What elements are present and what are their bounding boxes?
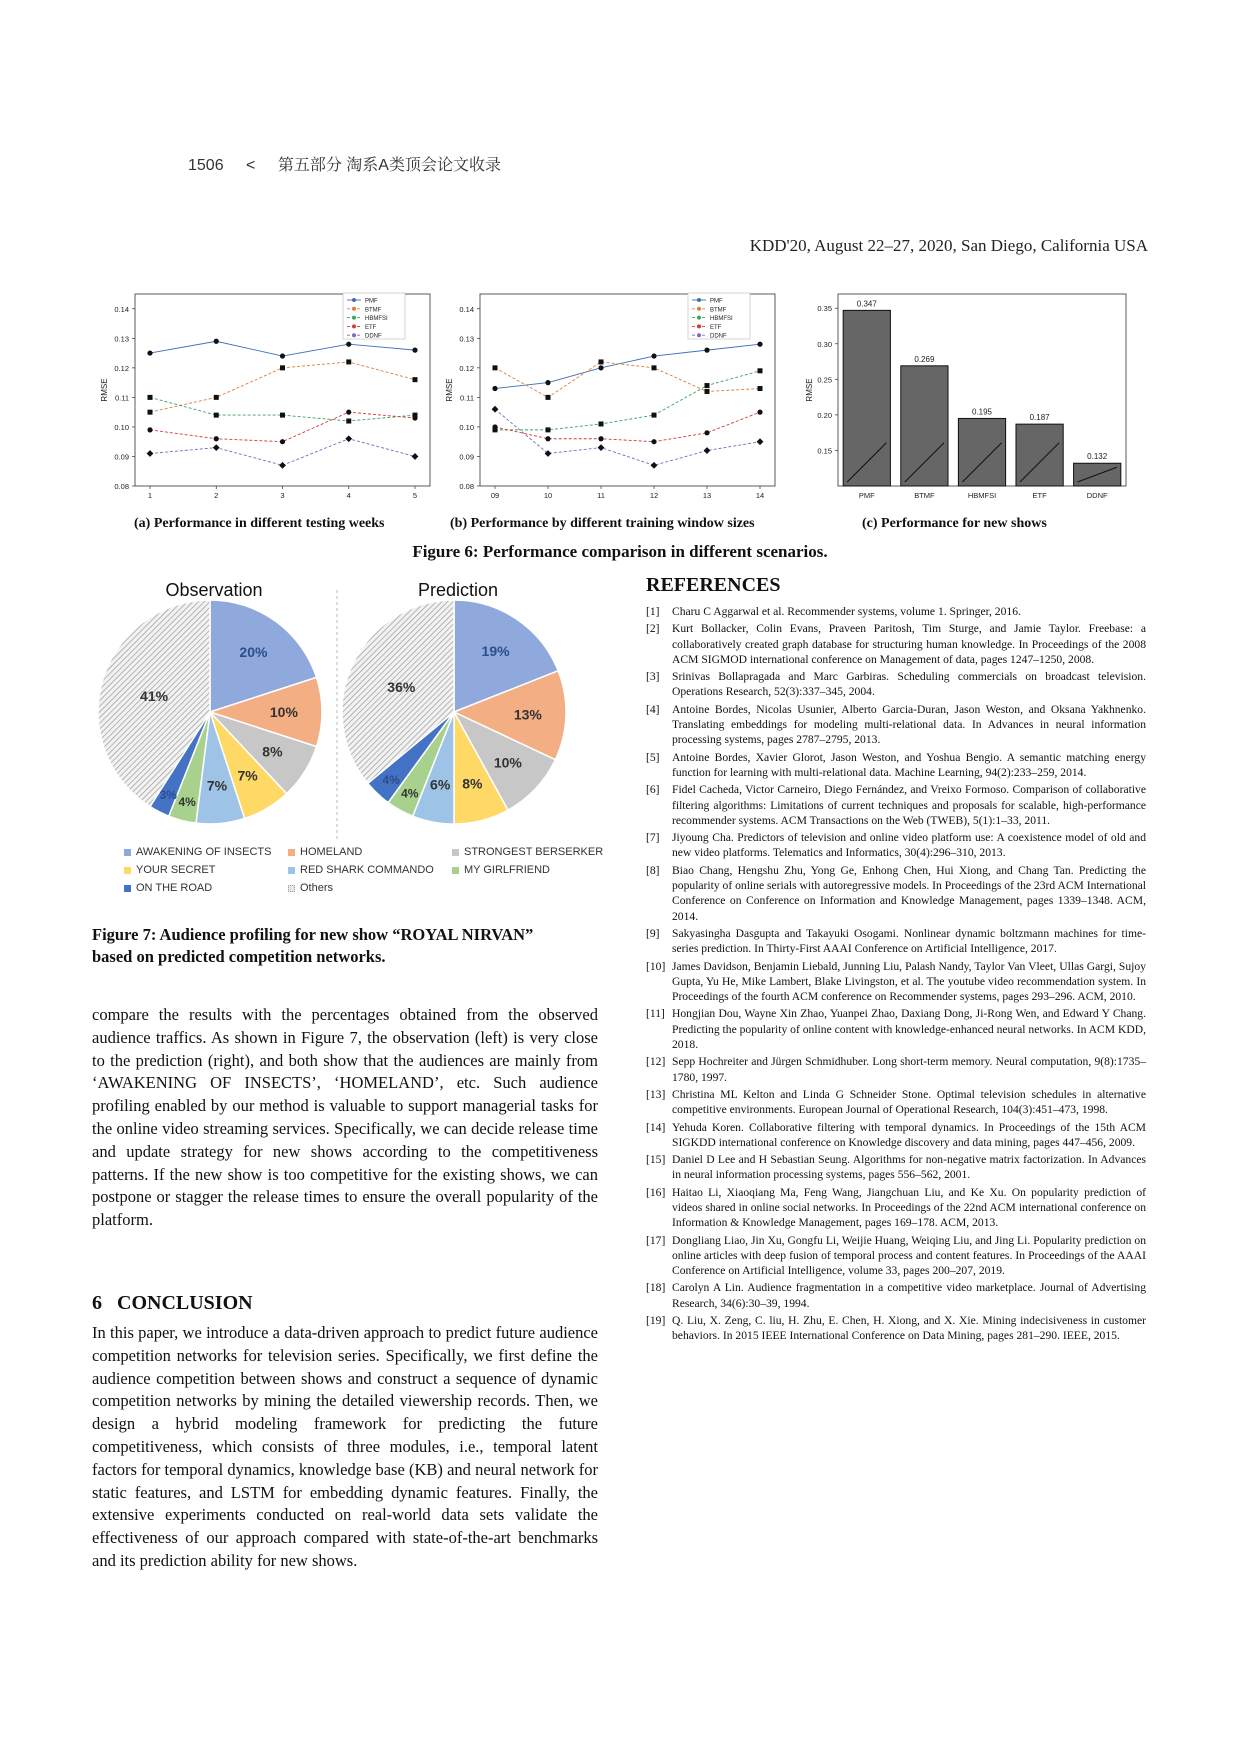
legend-label: HBMFSI bbox=[710, 316, 733, 323]
x-tick-label: 5 bbox=[412, 491, 418, 500]
reference-item bbox=[646, 604, 1146, 619]
x-tick-label: 4 bbox=[346, 491, 351, 500]
data-point bbox=[651, 439, 656, 444]
data-point bbox=[346, 410, 351, 415]
pie-value-label: 41% bbox=[140, 687, 169, 704]
reference-text: Sakyasingha Dasgupta and Takayuki Osogami. Nonlinear dynamic boltzmann machines for time-series prediction. In Thirty-First AAAI Conference on Artificial Intelligence, 2017. bbox=[672, 926, 1146, 956]
y-tick-label: 0.30 bbox=[817, 339, 832, 349]
reference-item bbox=[646, 1233, 1146, 1279]
legend-marker bbox=[352, 316, 356, 320]
legend-marker bbox=[352, 333, 356, 337]
conclusion-heading: 6 CONCLUSION bbox=[92, 1292, 253, 1314]
data-point bbox=[651, 462, 658, 469]
series-line-pmf bbox=[495, 344, 760, 388]
reference-text: Carolyn A Lin. Audience fragmentation in a competitive video marketplace. Journal of Advertising Research, 34(6):30–39, 1994. bbox=[672, 1281, 1146, 1310]
data-point bbox=[757, 342, 762, 347]
data-point bbox=[147, 450, 154, 457]
data-point bbox=[757, 410, 762, 415]
legend-label: PMF bbox=[710, 298, 723, 305]
legend-marker bbox=[697, 298, 701, 302]
figure6-caption: Figure 6: Performance comparison in different scenarios. bbox=[412, 542, 828, 561]
x-tick-label: BTMF bbox=[914, 491, 935, 500]
pie-value-label: 36% bbox=[387, 679, 416, 696]
reference-text: Srinivas Bollapragada and Marc Garbiras. Scheduling commercials on broadcast television. Operations Research, 52(3):337–345, 2004. bbox=[672, 670, 1146, 699]
legend-label: ETF bbox=[710, 324, 722, 331]
x-tick-label: HBMFSI bbox=[967, 491, 997, 500]
figure7-legend bbox=[124, 846, 604, 894]
reference-text: Charu C Aggarwal et al. Recommender systems, volume 1. Springer, 2016. bbox=[672, 605, 1021, 618]
section-title: 第五部分 淘系A类顶会论文收录 bbox=[277, 157, 501, 174]
reference-number: [9] bbox=[646, 926, 660, 940]
reference-number: [11] bbox=[646, 1007, 665, 1021]
x-tick-label: 3 bbox=[280, 491, 285, 500]
reference-item bbox=[646, 1054, 1146, 1085]
data-point bbox=[346, 359, 351, 364]
data-point bbox=[214, 395, 219, 400]
pie-value-label: 10% bbox=[269, 704, 298, 720]
reference-number: [4] bbox=[646, 702, 660, 716]
reference-item bbox=[646, 1120, 1146, 1151]
y-tick-label: 0.14 bbox=[459, 304, 474, 314]
reference-number: [12] bbox=[646, 1055, 666, 1069]
x-tick-label: ETF bbox=[1032, 491, 1047, 500]
data-point bbox=[545, 436, 550, 441]
legend-item: Others bbox=[288, 882, 452, 894]
figure7-pies bbox=[92, 572, 602, 840]
page-number: 1506 bbox=[188, 157, 224, 174]
figure7-caption: Figure 7: Audience profiling for new show “ROYAL NIRVAN” based on predicted competition networks. bbox=[92, 925, 534, 966]
y-tick-label: 0.11 bbox=[114, 393, 129, 403]
y-tick-label: 0.13 bbox=[459, 334, 474, 344]
reference-text: Q. Liu, X. Zeng, C. liu, H. Zhu, E. Chen, H. Xiong, and X. Xie. Mining indecisiveness in customer behaviors. In 2015 IEEE International Conference on Data Mining, pages 281–290. IEEE, 2015. bbox=[672, 1314, 1146, 1343]
reference-item bbox=[646, 830, 1146, 861]
data-point bbox=[492, 386, 497, 391]
data-point bbox=[651, 353, 656, 358]
legend-label: BTMF bbox=[365, 307, 382, 314]
y-tick-label: 0.10 bbox=[114, 422, 129, 432]
reference-item bbox=[646, 1087, 1146, 1118]
data-point bbox=[280, 365, 285, 370]
conclusion-paragraph: In this paper, we introduce a data-driven approach to predict future audience competition networks for television series. Specifically, we first define the audience competition between shows and construct a sequence of dynamic competition networks by mining the detailed viewership records. Then, we design a hybrid modeling framework for predicting the future competitiveness, which consists of three modules, i.e., temporal latent factors for temporal dynamics, knowledge base (KB) and neural network for static features, and LSTM for embedding dynamic features. Finally, the extensive experiments conducted on real-world data sets validate the effectiveness of our approach compared with state-of-the-art benchmarks and its prediction ability for new shows. bbox=[92, 1323, 598, 1570]
x-tick-label: PMF bbox=[858, 491, 875, 500]
reference-text: Kurt Bollacker, Colin Evans, Praveen Paritosh, Tim Sturge, and Jamie Taylor. Freebase: a collaboratively created graph database for structuring human knowledge. In Proceedings of the 2008 ACM SIGMOD international conference on Management of data, pages 1247–1250, 2008. bbox=[672, 622, 1146, 666]
legend-item: MY GIRLFRIEND bbox=[452, 864, 604, 876]
subcaption-b: (b) Performance by different training window sizes bbox=[450, 516, 755, 531]
y-tick-label: 0.20 bbox=[817, 410, 832, 420]
data-point bbox=[280, 353, 285, 358]
data-point bbox=[412, 348, 417, 353]
legend-item: HOMELAND bbox=[288, 846, 452, 858]
legend-marker bbox=[352, 324, 356, 328]
reference-item bbox=[646, 1152, 1146, 1183]
body-paragraph: compare the results with the percentages obtained from the observed audience traffics. As shown in Figure 7, the observation (left) is very close to the prediction (right), and both show that the audiences are mainly from ‘AWAKENING OF INSECTS’, ‘HOMELAND’, etc. Such audience profiling enabled by our method is valuable to support managerial tasks for the online video streaming services. Specifically, we can decide release time and update strategy for new shows according to the competitiveness patterns. If the new show is too competitive for the existing shows, we can postpone or stagger the release times to ensure the overall popularity of the platform. bbox=[92, 1005, 598, 1230]
references-heading: REFERENCES bbox=[646, 574, 781, 596]
legend-label: DDNF bbox=[710, 333, 727, 340]
bar-etf bbox=[1016, 424, 1063, 486]
y-tick-label: 0.14 bbox=[114, 304, 129, 314]
legend-label: PMF bbox=[365, 298, 378, 305]
pie-value-label: 19% bbox=[481, 642, 510, 659]
data-point bbox=[599, 359, 604, 364]
reference-item bbox=[646, 863, 1146, 924]
subcaption-c: (c) Performance for new shows bbox=[862, 516, 1047, 531]
reference-text: Haitao Li, Xiaoqiang Ma, Feng Wang, Jiangchuan Liu, and Ke Xu. On popularity prediction of videos shared in online social networks. In Proceedings of the 22nd ACM international conference on Information & Knowledge Management, pages 169–178. ACM, 2013. bbox=[672, 1185, 1146, 1230]
data-point bbox=[148, 410, 153, 415]
y-tick-label: 0.35 bbox=[817, 304, 832, 314]
y-axis-label: RMSE bbox=[805, 378, 814, 402]
reference-number: [18] bbox=[646, 1281, 666, 1295]
reference-item bbox=[646, 621, 1146, 667]
reference-text: Antoine Bordes, Nicolas Usunier, Alberto Garcia-Duran, Jason Weston, and Oksana Yakhnenko. Translating embeddings for modeling multi-relational data. In Advances in neural information processing systems, pages 2787–2795, 2013. bbox=[672, 702, 1146, 747]
reference-number: [10] bbox=[646, 959, 666, 973]
legend-label: HBMFSI bbox=[365, 316, 388, 323]
y-tick-label: 0.08 bbox=[114, 482, 129, 491]
reference-item bbox=[646, 959, 1146, 1005]
reference-item bbox=[646, 1280, 1146, 1311]
data-point bbox=[704, 430, 709, 435]
reference-number: [16] bbox=[646, 1185, 666, 1199]
data-point bbox=[546, 427, 551, 432]
reference-text: Dongliang Liao, Jin Xu, Gongfu Li, Weijie Huang, Weiqing Liu, and Jing Li. Popularity prediction on online articles with deep fusion of temporal process and content features. In Proceedings of the AAAI Conference on Artificial Intelligence, volume 33, pages 200–207, 2019. bbox=[672, 1233, 1146, 1278]
series-line-btmf bbox=[495, 362, 760, 397]
data-point bbox=[758, 386, 763, 391]
data-point bbox=[492, 424, 497, 429]
data-point bbox=[598, 444, 605, 451]
y-tick-label: 0.15 bbox=[817, 446, 832, 456]
x-tick-label: 1 bbox=[147, 491, 153, 500]
reference-item bbox=[646, 669, 1146, 700]
reference-number: [1] bbox=[646, 605, 660, 618]
reference-number: [17] bbox=[646, 1233, 666, 1247]
data-point bbox=[214, 436, 219, 441]
data-point bbox=[279, 462, 286, 469]
x-tick-label: 09 bbox=[490, 491, 500, 500]
reference-item bbox=[646, 782, 1146, 828]
legend-item: RED SHARK COMMANDO bbox=[288, 864, 452, 876]
reference-text: Hongjian Dou, Wayne Xin Zhao, Yuanpei Zhao, Daxiang Dong, Ji-Rong Wen, and Edward Y Chang. Predicting the popularity of online content with knowledge-enhanced neural networks. In ACM KDD, 2018. bbox=[672, 1007, 1146, 1052]
y-tick-label: 0.12 bbox=[459, 363, 474, 373]
data-point bbox=[280, 439, 285, 444]
pie-value-label: 4% bbox=[382, 772, 400, 787]
data-point bbox=[346, 342, 351, 347]
reference-text: Christina ML Kelton and Linda G Schneider Stone. Optimal television schedules in alternative competitive environments. European Journal of Operational Research, 104(3):451–473, 1998. bbox=[672, 1087, 1146, 1117]
bar-value-label: 0.269 bbox=[914, 354, 935, 364]
reference-text: Antoine Bordes, Xavier Glorot, Jason Weston, and Yoshua Bengio. A semantic matching energy function for learning with multi-relational data. Machine Learning, 94(2):233–259, 2014. bbox=[672, 750, 1146, 779]
legend-item: ON THE ROAD bbox=[124, 882, 288, 894]
x-tick-label: 14 bbox=[755, 491, 765, 500]
chart-training-window bbox=[440, 288, 785, 504]
data-point bbox=[704, 447, 711, 454]
pie-value-label: 4% bbox=[401, 786, 419, 801]
x-tick-label: 2 bbox=[214, 491, 219, 500]
y-tick-label: 0.10 bbox=[459, 422, 474, 432]
data-point bbox=[213, 444, 220, 451]
legend-item: AWAKENING OF INSECTS bbox=[124, 846, 288, 858]
y-tick-label: 0.25 bbox=[817, 375, 832, 385]
x-tick-label: 13 bbox=[702, 491, 712, 500]
pie-value-label: 20% bbox=[239, 644, 268, 661]
y-tick-label: 0.09 bbox=[114, 452, 129, 462]
data-point bbox=[705, 389, 710, 394]
data-point bbox=[493, 365, 498, 370]
data-point bbox=[280, 413, 285, 418]
legend-item: YOUR SECRET bbox=[124, 864, 288, 876]
y-tick-label: 0.09 bbox=[459, 452, 474, 462]
data-point bbox=[412, 453, 419, 460]
reference-item bbox=[646, 1006, 1146, 1052]
data-point bbox=[413, 377, 418, 382]
pie-value-label: 4% bbox=[178, 794, 196, 809]
bar-value-label: 0.195 bbox=[971, 407, 993, 417]
bar-value-label: 0.347 bbox=[856, 299, 877, 309]
reference-number: [3] bbox=[646, 670, 660, 684]
reference-item bbox=[646, 750, 1146, 781]
bar-pmf bbox=[843, 310, 890, 486]
bar-btmf bbox=[901, 366, 948, 486]
data-point bbox=[704, 348, 709, 353]
reference-number: [6] bbox=[646, 783, 660, 797]
data-point bbox=[147, 350, 152, 355]
chart-new-shows bbox=[800, 288, 1140, 504]
bar-hbmfsi bbox=[958, 418, 1005, 486]
data-point bbox=[345, 435, 352, 442]
reference-number: [7] bbox=[646, 831, 660, 845]
legend-marker bbox=[697, 324, 701, 328]
reference-number: [2] bbox=[646, 622, 660, 636]
data-point bbox=[214, 339, 219, 344]
data-point bbox=[148, 395, 153, 400]
legend-label: DDNF bbox=[365, 333, 382, 340]
legend-label: BTMF bbox=[710, 307, 727, 314]
data-point bbox=[705, 383, 710, 388]
reference-item bbox=[646, 1185, 1146, 1231]
legend-marker bbox=[697, 307, 701, 311]
pie-title: Observation bbox=[165, 580, 263, 600]
page-header bbox=[188, 152, 519, 175]
data-point bbox=[598, 365, 603, 370]
reference-number: [19] bbox=[646, 1314, 666, 1328]
legend-marker bbox=[352, 307, 356, 311]
bar-value-label: 0.132 bbox=[1087, 452, 1108, 462]
data-point bbox=[214, 413, 219, 418]
chart-testing-weeks bbox=[95, 288, 440, 504]
x-tick-label: 10 bbox=[543, 491, 553, 500]
pie-value-label: 7% bbox=[206, 777, 228, 794]
pie-title: Prediction bbox=[417, 580, 499, 600]
pie-value-label: 6% bbox=[430, 776, 451, 793]
reference-text: Daniel D Lee and H Sebastian Seung. Algorithms for non-negative matrix factorization. In Advances in neural information processing systems, pages 556–562, 2001. bbox=[672, 1153, 1146, 1182]
reference-text: Yehuda Koren. Collaborative filtering with temporal dynamics. In Proceedings of the 15th ACM SIGKDD international conference on Knowledge discovery and data mining, pages 447–456, 2009. bbox=[672, 1120, 1146, 1149]
data-point bbox=[545, 380, 550, 385]
legend-marker bbox=[697, 333, 701, 337]
pie-value-label: 13% bbox=[513, 706, 542, 723]
y-tick-label: 0.12 bbox=[114, 363, 129, 373]
data-point bbox=[147, 427, 152, 432]
data-point bbox=[757, 438, 764, 445]
data-point bbox=[492, 406, 499, 413]
reference-number: [5] bbox=[646, 750, 660, 764]
series-line-hbmfsi bbox=[495, 371, 760, 430]
pie-value-label: 10% bbox=[493, 754, 522, 771]
pie-value-label: 8% bbox=[262, 743, 283, 760]
y-tick-label: 0.08 bbox=[459, 482, 474, 491]
header-separator: < bbox=[246, 157, 256, 174]
reference-text: Jiyoung Cha. Predictors of television and online video platform use: A coexistence model of old and new video platforms. Telematics and Informatics, 30(4):296–310, 2013. bbox=[672, 831, 1146, 860]
data-point bbox=[652, 413, 657, 418]
reference-item bbox=[646, 1313, 1146, 1344]
x-tick-label: 11 bbox=[597, 491, 605, 500]
data-point bbox=[412, 415, 417, 420]
reference-item bbox=[646, 702, 1146, 748]
references-list bbox=[646, 604, 1146, 1346]
conference-line: KDD'20, August 22–27, 2020, San Diego, California USA bbox=[749, 236, 1148, 255]
y-tick-label: 0.13 bbox=[114, 334, 129, 344]
legend-marker bbox=[352, 298, 356, 302]
reference-number: [13] bbox=[646, 1087, 666, 1101]
x-tick-label: DDNF bbox=[1086, 491, 1108, 500]
pie-value-label: 3% bbox=[159, 787, 177, 802]
reference-text: James Davidson, Benjamin Liebald, Junning Liu, Palash Nandy, Taylor Van Vleet, Ullas Gargi, Sujoy Gupta, Yu He, Mike Lambert, Blake Livingston, et al. The youtube video recommendation system. In Proceedings of the fourth ACM conference on Recommender systems, pages 293–296. ACM, 2010. bbox=[672, 959, 1146, 1004]
reference-number: [14] bbox=[646, 1120, 666, 1134]
data-point bbox=[546, 395, 551, 400]
series-line-etf bbox=[495, 412, 760, 442]
legend-marker bbox=[697, 316, 701, 320]
reference-number: [8] bbox=[646, 863, 660, 877]
reference-text: Sepp Hochreiter and Jürgen Schmidhuber. Long short-term memory. Neural computation, 9(8):1735–1780, 1997. bbox=[672, 1055, 1146, 1084]
legend-item: STRONGEST BERSERKER bbox=[452, 846, 604, 858]
data-point bbox=[346, 419, 351, 424]
reference-number: [15] bbox=[646, 1153, 666, 1167]
data-point bbox=[758, 368, 763, 373]
legend-label: ETF bbox=[365, 324, 377, 331]
x-tick-label: 12 bbox=[649, 491, 659, 500]
subcaption-a: (a) Performance in different testing weeks bbox=[134, 516, 385, 531]
data-point bbox=[599, 421, 604, 426]
data-point bbox=[598, 436, 603, 441]
reference-text: Fidel Cacheda, Victor Carneiro, Diego Fernández, and Vreixo Formoso. Comparison of collaborative filtering algorithms: Limitations of current techniques and proposals for scalable, high-performance recommender systems. ACM Transactions on the Web (TWEB), 5(1):1–33, 2011. bbox=[672, 783, 1146, 827]
pie-value-label: 7% bbox=[237, 767, 258, 784]
y-tick-label: 0.11 bbox=[459, 393, 474, 403]
reference-text: Biao Chang, Hengshu Zhu, Yong Ge, Enhong Chen, Hui Xiong, and Chang Tan. Predicting the popularity of online serials with autoregressive models. In Proceedings of the 23rd ACM International Conference on Conference on Information and Knowledge Management, pages 1339–1348. ACM, 2014. bbox=[672, 863, 1146, 923]
bar-value-label: 0.187 bbox=[1029, 413, 1050, 423]
y-axis-label: RMSE bbox=[445, 378, 454, 402]
pie-value-label: 8% bbox=[462, 775, 483, 792]
reference-item bbox=[646, 926, 1146, 957]
y-axis-label: RMSE bbox=[100, 378, 109, 402]
series-line-ddnf bbox=[495, 409, 760, 465]
data-point bbox=[652, 365, 657, 370]
